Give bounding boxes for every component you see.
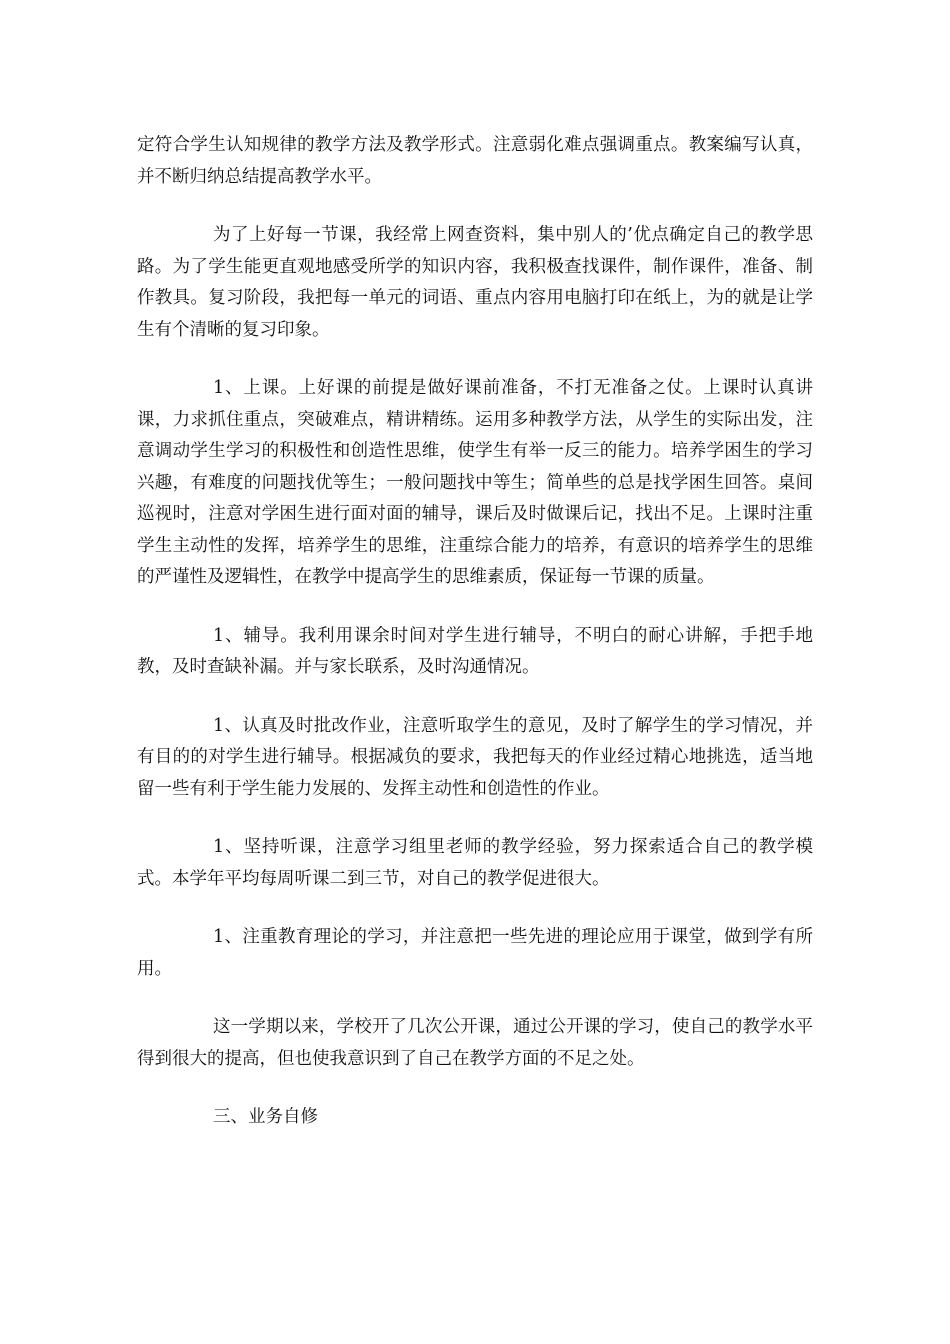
paragraph-open-class: 这一学期以来，学校开了几次公开课，通过公开课的学习，使自己的教学水平得到很大的提高，但也使我意识到了自己在教学方面的不足之处。: [137, 1017, 813, 1069]
paragraph-continuation: 定符合学生认知规律的教学方法及教学形式。注意弱化难点强调重点。教案编写认真，并不断归纳总结提高教学水平。: [137, 135, 813, 187]
paragraph-preparation: 为了上好每一节课，我经常上网查资料，集中别人的’优点确定自己的教学思路。为了学生能更直观地感受所学的知识内容，我积极查找课件，制作课件，准备、制作教具。复习阶段，我把每一单元的词语、重点内容用电脑打印在纸上，为的就是让学生有个清晰的复习印象。: [137, 225, 813, 340]
paragraph-tutoring: 1、辅导。我利用课余时间对学生进行辅导，不明白的耐心讲解，手把手地教，及时查缺补漏。并与家长联系，及时沟通情况。: [137, 625, 813, 677]
paragraph-theory: 1、注重教育理论的学习，并注意把一些先进的理论应用于课堂，做到学有所用。: [137, 927, 813, 979]
document-page: [137, 130, 813, 1134]
section-heading: 三、业务自修: [213, 1107, 318, 1127]
paragraph-observation: 1、坚持听课，注意学习组里老师的教学经验，努力探索适合自己的教学模式。本学年平均每周听课二到三节，对自己的教学促进很大。: [137, 837, 813, 889]
paragraph-teaching: 1、上课。上好课的前提是做好课前准备，不打无准备之仗。上课时认真讲课，力求抓住重点，突破难点，精讲精练。运用多种教学方法，从学生的实际出发，注意调动学生学习的积极性和创造性思维，使学生有举一反三的能力。培养学困生的学习兴趣，有难度的问题找优等生；一般问题找中等生；简单些的总是找学困生回答。桌间巡视时，注意对学困生进行面对面的辅导，课后及时做课后记，找出不足。上课时注重学生主动性的发挥，培养学生的思维，注重综合能力的培养，有意识的培养学生的思维的严谨性及逻辑性，在教学中提高学生的思维素质，保证每一节课的质量。: [137, 378, 813, 587]
paragraph-homework: 1、认真及时批改作业，注意听取学生的意见，及时了解学生的学习情况，并有目的的对学生进行辅导。根据减负的要求，我把每天的作业经过精心地挑选，适当地留一些有利于学生能力发展的、发挥主动性和创造性的作业。: [137, 715, 813, 799]
